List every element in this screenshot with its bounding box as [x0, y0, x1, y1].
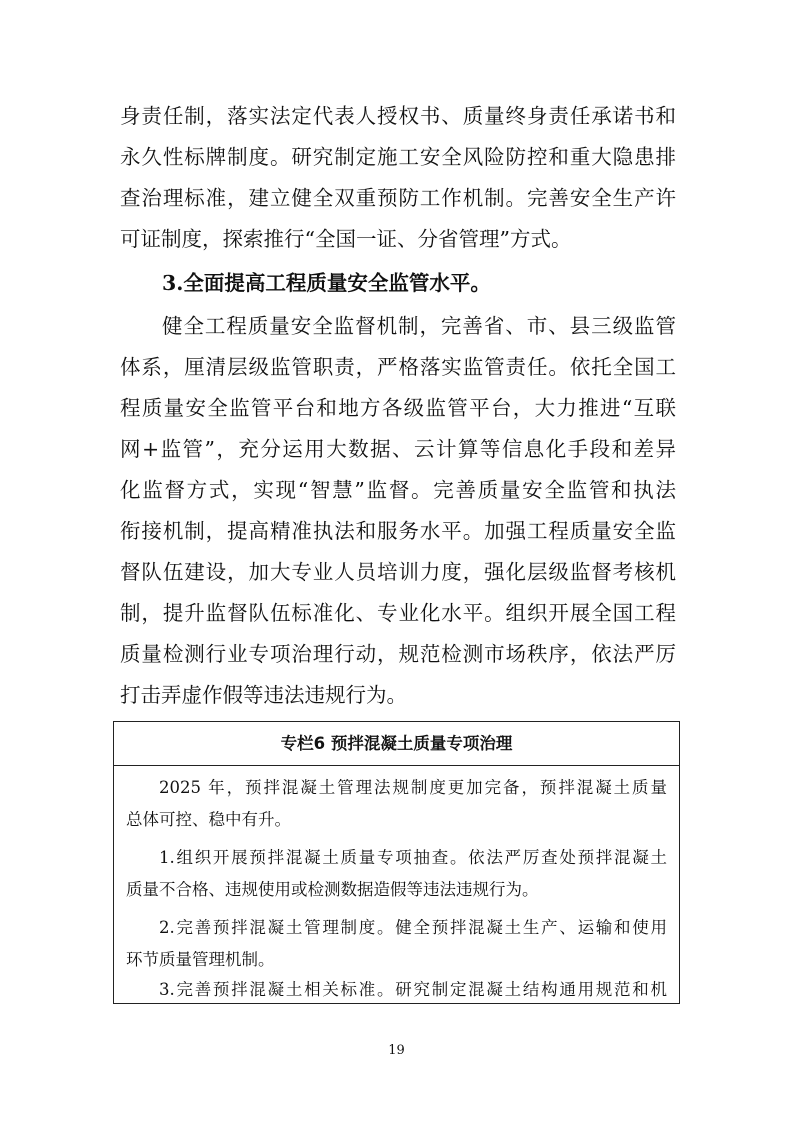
body-line: 身责任制，落实法定代表人授权书、质量终身责任承诺书和 — [120, 104, 676, 128]
column-box-line: 2.完善预拌混凝土管理制度。健全预拌混凝土生产、运输和使用 — [159, 918, 667, 937]
body-line: 制，提升监督队伍标准化、专业化水平。组织开展全国工程 — [120, 601, 676, 625]
body-line: 永久性标牌制度。研究制定施工安全风险防控和重大隐患排 — [120, 145, 676, 169]
column-box-line: 环节质量管理机制。 — [126, 950, 275, 969]
column-box-line: 质量不合格、违规使用或检测数据造假等违法违规行为。 — [126, 880, 539, 899]
column-box-title: 专栏6 预拌混凝土质量专项治理 — [114, 722, 679, 766]
column-box — [113, 721, 680, 1004]
body-line: 网+监管”，充分运用大数据、云计算等信息化手段和差异 — [120, 437, 676, 461]
column-box-line: 2025 年，预拌混凝土管理法规制度更加完备，预拌混凝土质量 — [159, 778, 667, 797]
body-line: 健全工程质量安全监督机制，完善省、市、县三级监管 — [162, 314, 676, 338]
body-line: 打击弄虚作假等违法违规行为。 — [120, 683, 407, 707]
body-line: 程质量安全监管平台和地方各级监管平台，大力推进“互联 — [120, 396, 676, 420]
body-line: 化监督方式，实现“智慧”监督。完善质量安全监管和执法 — [120, 478, 676, 502]
column-box-line: 3.完善预拌混凝土相关标准。研究制定混凝土结构通用规范和机 — [159, 980, 667, 999]
page-number: 19 — [388, 1043, 405, 1058]
body-line: 可证制度，探索推行“全国一证、分省管理”方式。 — [120, 227, 572, 251]
column-box-line: 1.组织开展预拌混凝土质量专项抽查。依法严厉查处预拌混凝土 — [159, 848, 667, 867]
body-line: 督队伍建设，加大专业人员培训力度，强化层级监督考核机 — [120, 560, 676, 584]
body-line: 衔接机制，提高精准执法和服务水平。加强工程质量安全监 — [120, 519, 676, 543]
body-line: 质量检测行业专项治理行动，规范检测市场秩序，依法严厉 — [120, 642, 676, 666]
body-line: 查治理标准，建立健全双重预防工作机制。完善安全生产许 — [120, 186, 676, 210]
column-box-line: 总体可控、稳中有升。 — [126, 810, 291, 829]
body-line: 体系，厘清层级监管职责，严格落实监管责任。依托全国工 — [120, 355, 676, 379]
section-heading: 3.全面提高工程质量安全监管水平。 — [162, 271, 491, 295]
